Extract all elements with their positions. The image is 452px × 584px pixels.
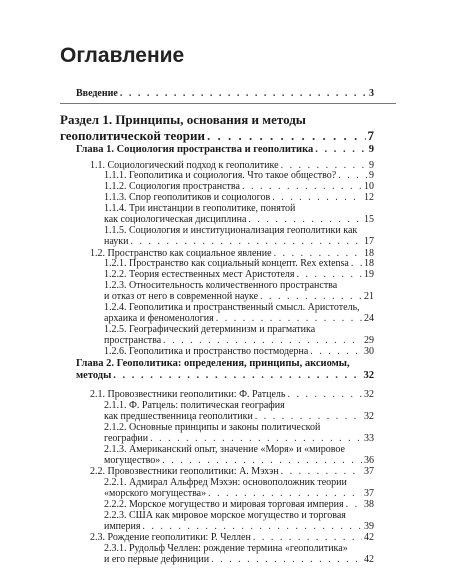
toc-entry-title: 1.1.5. Социология и институционализация геополитики как [104, 225, 358, 236]
toc-entry-title: 2.1.1. Ф. Ратцель: политическая география [104, 400, 285, 411]
toc-entry-title-continued: географии [104, 433, 149, 444]
dot-leader [346, 499, 362, 510]
dot-leader [281, 466, 362, 477]
toc-entry-title: 2.1.3. Американский опыт, значение «Моря» и «мировое [104, 444, 345, 455]
toc-entry-title: Раздел 1. Принципы, основания и методы [60, 112, 306, 127]
toc-page-number: 12 [364, 192, 374, 203]
toc-entry-title: 1.1. Социологический подход к геополитике [90, 160, 279, 171]
dot-leader [248, 214, 362, 225]
toc-page-number: 33 [364, 433, 374, 444]
toc-page-number: 9 [369, 170, 374, 181]
toc-entry-title-continued: как предшественница геополитики [104, 411, 253, 422]
toc-entry-title-continued: пространства [104, 335, 162, 346]
toc-entry-title: 1.2.1. Пространство как социальный концепт. Rex extensa [104, 258, 349, 269]
toc-page-number: 29 [364, 335, 374, 346]
toc-entry-title: 1.1.1. Геополитика и социология. Что такое общество? [104, 170, 337, 181]
toc-entry-title: Глава 1. Социология пространства и геополитика [76, 144, 314, 155]
toc-entry-title: 2.1. Провозвестники геополитики: Ф. Ратцель [90, 389, 286, 400]
toc-entry-title-continued: империя [104, 521, 141, 532]
toc-entry-title-continued: науки [104, 236, 129, 247]
dot-leader [211, 554, 362, 565]
toc-entry-title: 1.2.4. Геополитика и пространственный смысл. Аристотель, [104, 302, 360, 313]
toc-entry-title-continued: геополитической теории [60, 128, 205, 143]
toc-page-number: 7 [367, 128, 374, 143]
toc-entry-title-continued: «морского могущества» [104, 488, 207, 499]
dot-leader [260, 291, 362, 302]
toc-page-number: 24 [364, 313, 374, 324]
toc-entry-title: 1.1.4. Три инстанции в геополитике, понятой [104, 203, 296, 214]
toc-entry-title: 2.3.1. Рудольф Челлен: рождение термина «геополитика» [104, 543, 348, 554]
toc-entry-title: 1.2.5. Географический детерминизм и прагматика [104, 324, 316, 335]
toc-entry-title: 2.2.3. США как мировое морское могущество и торговая [104, 510, 346, 521]
toc-page-number: 30 [364, 346, 374, 357]
dot-leader [242, 181, 362, 192]
toc-page-number: 32 [364, 411, 374, 422]
toc-page-number: 18 [364, 248, 374, 259]
dot-leader [351, 258, 362, 269]
toc-entry-title-continued: архаика и феноменология [104, 313, 214, 324]
dot-leader [315, 144, 367, 155]
toc-entry-title: 1.2.3. Относительность количественного пространства [104, 280, 338, 291]
dot-leader [296, 269, 362, 280]
toc-entry-title: 2.1.2. Основные принципы и законы политической [104, 422, 321, 433]
dot-leader [208, 488, 362, 499]
dot-leader [338, 170, 367, 181]
toc-entry-title-continued: и отказ от него в современной науке [104, 291, 259, 302]
toc-page-number: 32 [363, 370, 374, 381]
toc-page-number: 3 [369, 88, 374, 99]
toc-entry-title: 1.1.3. Спор геополитиков и социологов [104, 192, 271, 203]
toc-entry-title: 2.2. Провозвестники геополитики: А. Мэхэн [90, 466, 279, 477]
toc-page-number: 39 [364, 521, 374, 532]
dot-leader [216, 313, 362, 324]
toc-entry-title: 1.2.6. Геополитика и пространство постмодерна [104, 346, 309, 357]
toc-page-number: 18 [364, 258, 374, 269]
toc-entry-title: 1.2. Пространство как социальное явление [90, 248, 272, 259]
toc-entry-title: Глава 2. Геополитика: определения, принципы, аксиомы, [76, 358, 350, 369]
toc-entry-title: 2.2.2. Морское могущество и мировая торговая империя [104, 499, 344, 510]
toc-page-number: 9 [369, 160, 374, 171]
toc-entry-title: 2.2.1. Адмирал Альфред Мэхэн: основоположник теории [104, 477, 347, 488]
dot-leader [142, 521, 362, 532]
toc-entry-title-continued: методы [76, 370, 112, 381]
toc-page-number: 32 [364, 389, 374, 400]
toc-page-number: 21 [364, 291, 374, 302]
dot-leader [255, 411, 362, 422]
toc-page-number: 15 [364, 214, 374, 225]
dot-leader [287, 389, 362, 400]
toc-page-number: 10 [364, 181, 374, 192]
toc-entry-title-continued: как социологическая дисциплина [104, 214, 247, 225]
dot-leader [113, 370, 361, 381]
toc-page-number: 42 [364, 554, 374, 565]
toc-page-number: 36 [364, 455, 374, 466]
toc-entry-title-continued: и его первые дефиниции [104, 554, 210, 565]
dot-leader [272, 192, 362, 203]
toc-page-number: 42 [364, 532, 374, 543]
toc-entry-title: 1.2.2. Теория естественных мест Аристотеля [104, 269, 295, 280]
dot-leader [163, 335, 362, 346]
dot-leader [131, 236, 363, 247]
toc-page-number: 37 [364, 466, 374, 477]
dot-leader [310, 346, 362, 357]
toc-entry-title: Введение [76, 88, 118, 99]
toc-page-number: 9 [368, 144, 374, 155]
page-title: Оглавление [60, 44, 185, 67]
dot-leader [120, 88, 367, 99]
dot-leader [207, 128, 366, 144]
dot-leader [150, 433, 362, 444]
toc-page-number: 37 [364, 488, 374, 499]
toc-entry-title: 1.1.2. Социология пространства [104, 181, 240, 192]
toc-page-number: 19 [364, 269, 374, 280]
dot-leader [162, 455, 362, 466]
toc-entry-title-continued: могущество» [104, 455, 161, 466]
toc-page-number: 17 [364, 236, 374, 247]
dot-leader [253, 532, 362, 543]
toc-page-number: 38 [364, 499, 374, 510]
toc-entry-title: 2.3. Рождение геополитики: Р. Челлен [90, 532, 251, 543]
